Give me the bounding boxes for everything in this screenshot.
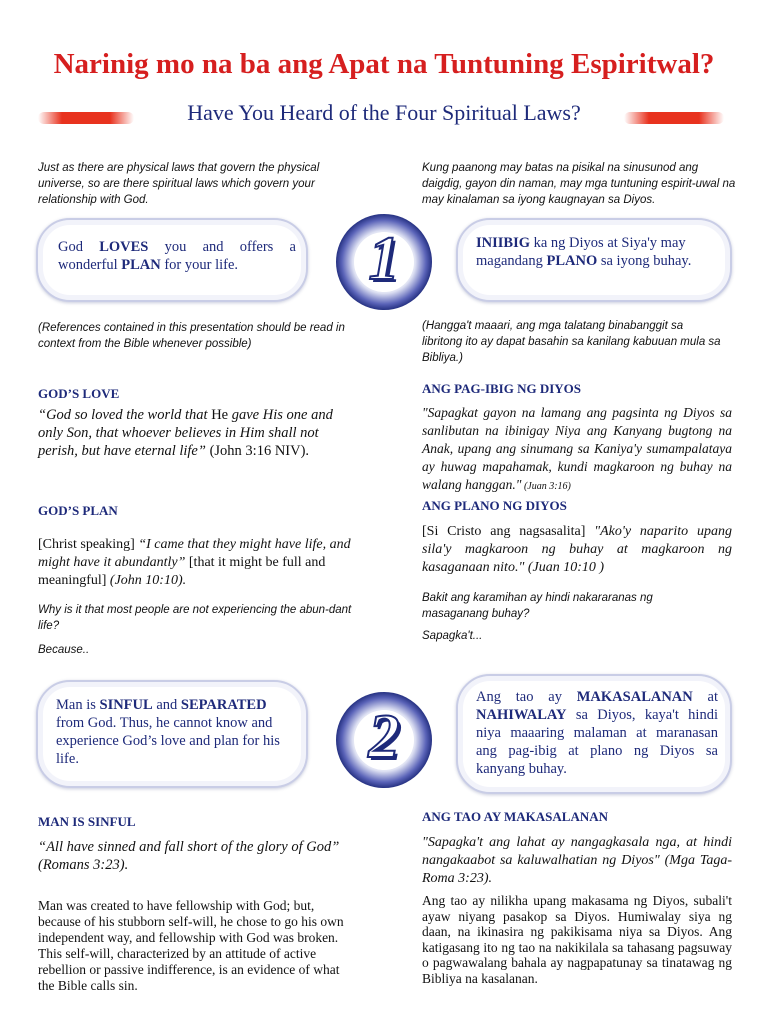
law2-tagalog-box <box>456 674 732 794</box>
plano-quote: [Si Cristo ang nagsasalita] "Ako'y naparito upang sila'y magkaroon ng buhay at magkaroon ng kasaganaan nito." (Juan 10:10 ) <box>422 524 732 575</box>
separated-emphasis: SEPARATED <box>180 697 267 713</box>
intro-tagalog: Kung paanong may batas na pisikal na sinusunod ang daigdig, gayon din naman, may mga tuntuning espirit-uwal na may kinalaman sa iyong kaugnayan sa Diyos. <box>422 162 736 206</box>
man-sinful-heading: MAN IS SINFUL <box>38 814 136 829</box>
plano-heading: ANG PLANO NG DIYOS <box>422 498 567 513</box>
nahiwalay-emphasis: NAHIWALAY <box>476 707 567 723</box>
intro-english: Just as there are physical laws that govern the physical universe, so are there spiritual laws which govern your relationship with God. <box>38 162 320 206</box>
pag-ibig-quote: "Sapagkat gayon na lamang ang pagsinta ng Diyos sa sanlibutan na ibinigay Niya ang Kanyang bugtong na Anak, upang ang sinumang sa Kaniya'y sumampalataya ay huwag mapahamak, kundi magkaroon ng buhay na walang hanggan." (Juan 3:16) <box>422 405 732 492</box>
red-decor-bar-right <box>624 112 724 124</box>
law1-tagalog-text: INIIBIG ka ng Diyos at Siya'y may magandang PLANO sa iyong buhay. <box>476 235 692 269</box>
sinful-emphasis: SINFUL <box>99 697 153 713</box>
law1-tagalog-box <box>456 218 732 302</box>
iniibig-emphasis: INIIBIG <box>476 235 530 251</box>
law1-english-text: God LOVES you and offers a wonderful PLAN for your life. <box>58 239 296 273</box>
makasalanan-emphasis: MAKASALANAN <box>576 689 693 705</box>
plano-emphasis: PLANO <box>546 253 598 269</box>
references-note-tagalog: (Hangga't maaari, ang mga talatang binabanggit sa libritong ito ay dapat basahin sa kanilang kabuuan mula sa Bibliya.) <box>422 320 721 364</box>
page-subtitle: Have You Heard of the Four Spiritual Laws? <box>187 100 581 125</box>
law2-english-box <box>36 680 308 788</box>
page-title: Narinig mo na ba ang Apat na Tuntuning Espiritwal? <box>53 48 715 80</box>
law1-english-box <box>36 218 308 302</box>
pag-ibig-heading: ANG PAG-IBIG NG DIYOS <box>422 381 582 396</box>
tao-makasalanan-body: Ang tao ay nilikha upang makasama ng Diyos, subali't ayaw niyang pasakop sa Diyos. Humiwalay siya ng daan, na ikinasira ng pakikisama niya sa Diyos. Ang katigasang ito ng tao na nakikilala sa tahasang pagsuway o pagwawalang bahala ay nagpapatunay sa tinatawag ng Bibliya na kasalanan. <box>422 893 732 986</box>
because-english: Because.. <box>38 644 90 656</box>
man-sinful-body: Man was created to have fellowship with God; but, because of his stubborn self-will, he chose to go his own independent way, and fellowship with God was broken. This self-will, characterized by an attitude of active rebellion or passive indifference, is an evidence of what the Bible calls sin. <box>38 898 344 993</box>
law1-number: 1 <box>368 225 400 293</box>
gods-plan-quote: [Christ speaking] “I came that they might have life, and might have it abundantly” [that it might be full and meaningful] (John 10:10). <box>38 537 351 588</box>
question-english: Why is it that most people are not experiencing the abun-dant life? <box>38 604 352 632</box>
question-tagalog: Bakit ang karamihan ay hindi nakararanas ng masaganang buhay? <box>422 592 653 620</box>
gods-love-quote: “God so loved the world that He gave His one and only Son, that whoever believes in Him shall not perish, but have eternal life” (John 3:16 NIV). <box>38 407 333 459</box>
plan-emphasis: PLAN <box>121 257 161 273</box>
man-sinful-quote: “All have sinned and fall short of the glory of God” (Romans 3:23). <box>38 839 340 873</box>
law2-number-badge <box>336 692 432 788</box>
tao-makasalanan-heading: ANG TAO AY MAKASALANAN <box>422 809 608 824</box>
tao-makasalanan-quote: "Sapagka't ang lahat ay nangagkasala nga, at hindi nangakaabot sa kaluwalhatian ng Diyos" (Mga Taga-Roma 3:23). <box>422 835 732 886</box>
gods-plan-heading: GOD’S PLAN <box>38 503 118 518</box>
law1-number-badge <box>336 214 432 310</box>
gods-love-heading: GOD’S LOVE <box>38 386 120 401</box>
loves-emphasis: LOVES <box>99 239 149 255</box>
because-tagalog: Sapagka't... <box>422 630 483 642</box>
law2-number: 2 <box>368 703 400 771</box>
references-note-english: (References contained in this presentation should be read in context from the Bible whenever possible) <box>38 322 345 350</box>
law2-english-text: Man is SINFUL and SEPARATED from God. Thus, he cannot know and experience God’s love and plan for his life. <box>56 697 280 767</box>
law2-tagalog-text: Ang tao ay MAKASALANAN at NAHIWALAY sa Diyos, kaya't hindi niya maaaring malaman at maranasan ang pag-ibig at plano ng Diyos sa kanyang buhay. <box>476 689 719 777</box>
